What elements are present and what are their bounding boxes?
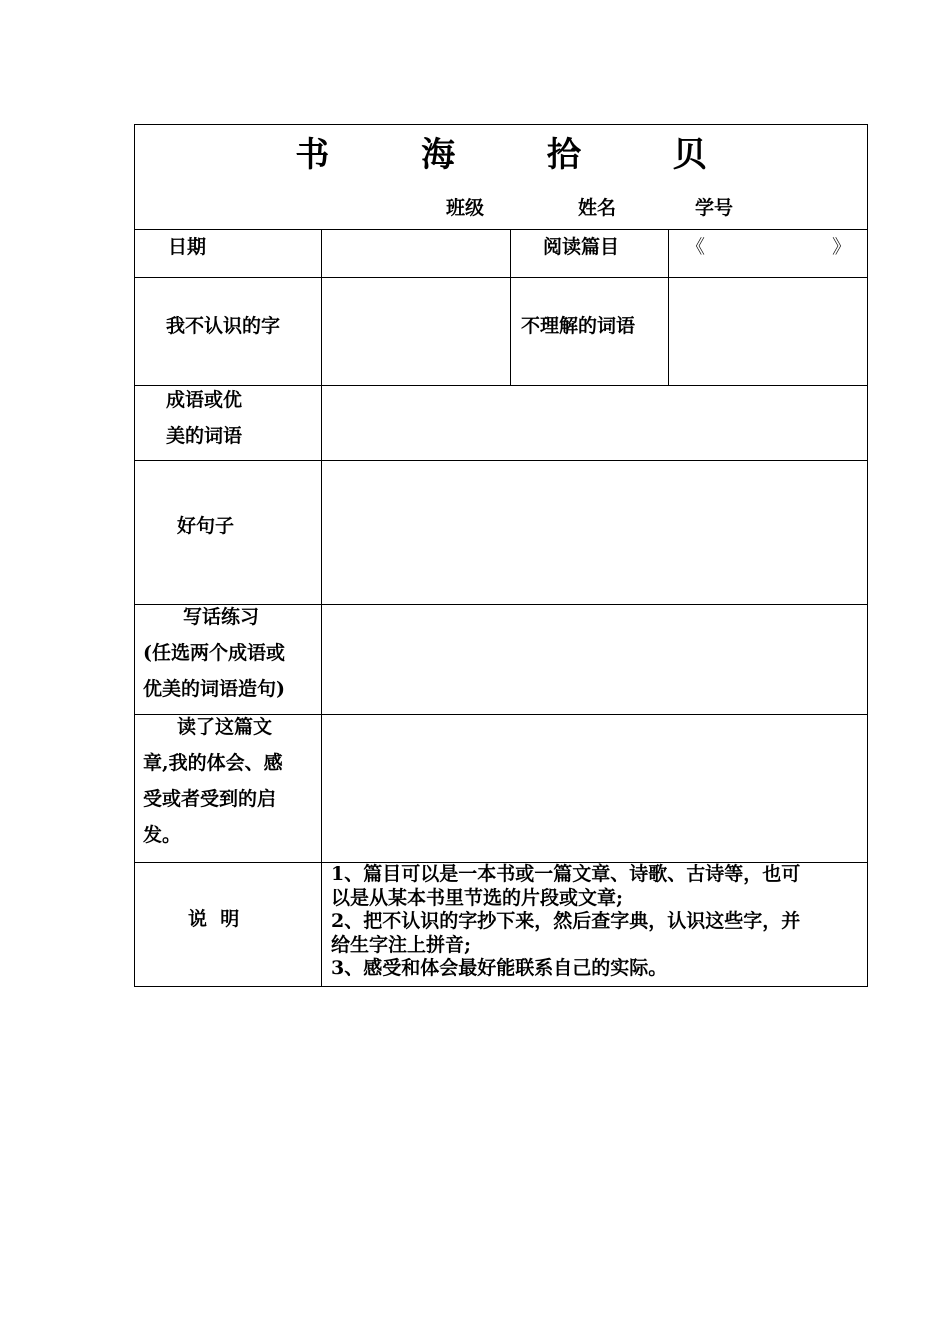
book-close-bracket: 》 <box>832 236 852 258</box>
unknown-characters-label: 我不认识的字 <box>166 315 281 337</box>
writing-practice-label <box>143 599 285 707</box>
row-divider <box>135 229 867 230</box>
reading-title-label: 阅读篇目 <box>543 236 620 258</box>
writing-label-line: 写话练习 <box>183 606 260 628</box>
date-label: 日期 <box>168 236 207 258</box>
notes-text <box>331 863 865 981</box>
reflection-label <box>143 709 283 853</box>
reflection-label-line: 发。 <box>143 824 182 846</box>
column-divider <box>510 229 511 385</box>
row-divider <box>135 385 867 386</box>
unclear-words-label: 不理解的词语 <box>521 315 636 337</box>
form-title: 书 海 拾 贝 <box>295 135 747 175</box>
note-line: 2、把不认识的字抄下来，然后查字典，认识这些字，并 <box>331 910 801 932</box>
student-number-label: 学号 <box>695 197 734 219</box>
column-divider <box>321 229 322 986</box>
reading-record-form <box>134 124 868 987</box>
reflection-label-line: 读了这篇文 <box>177 716 273 738</box>
notes-label: 说 明 <box>188 908 240 930</box>
reflection-label-line: 受或者受到的启 <box>143 788 277 810</box>
note-line: 给生字注上拼音; <box>331 933 472 956</box>
idioms-label <box>166 382 242 454</box>
note-line: 1、篇目可以是一本书或一篇文章、诗歌、古诗等，也可 <box>331 863 801 885</box>
column-divider <box>668 229 669 385</box>
row-divider <box>135 460 867 461</box>
note-line: 以是从某本书里节选的片段或文章; <box>331 886 624 909</box>
note-line: 3、感受和体会最好能联系自己的实际。 <box>331 957 668 979</box>
row-divider <box>135 277 867 278</box>
writing-label-line: (任选两个成语或 <box>143 642 285 664</box>
idioms-label-line: 成语或优 <box>166 389 243 411</box>
reflection-label-line: 章,我的体会、感 <box>143 752 283 774</box>
writing-label-line: 优美的词语造句) <box>143 678 285 700</box>
class-label: 班级 <box>446 197 485 219</box>
name-label: 姓名 <box>578 197 617 219</box>
idioms-label-line: 美的词语 <box>166 425 243 447</box>
book-open-bracket: 《 <box>686 236 706 258</box>
good-sentences-label: 好句子 <box>177 515 235 537</box>
